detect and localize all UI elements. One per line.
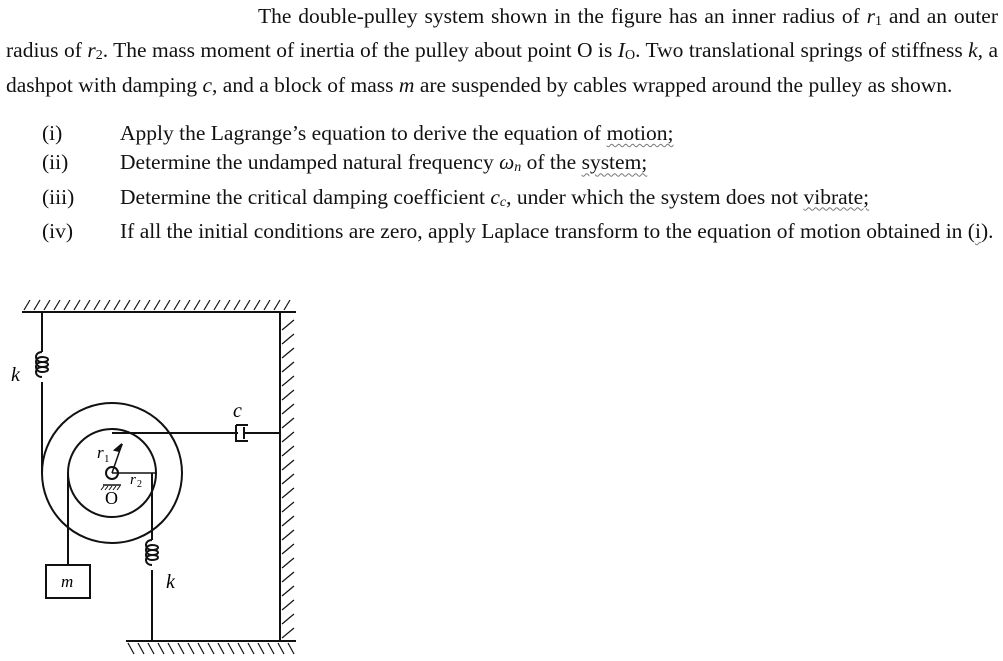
- symbol-r1-sub: 1: [874, 14, 882, 29]
- left-spring: [36, 352, 48, 377]
- symbol-m: m: [398, 72, 415, 97]
- intro-text-5: a dashpot with damping: [6, 38, 999, 97]
- task-number: (i): [42, 121, 63, 145]
- task-flagged-word: motion;: [606, 121, 674, 145]
- label-r1: r: [97, 443, 104, 462]
- pulley-system-figure: [0, 290, 320, 661]
- task-text-main: Apply the Lagrange’s equation to derive the equation of: [120, 121, 607, 145]
- symbol-io-sub: O: [624, 48, 636, 64]
- task-list: [42, 119, 998, 246]
- task-text-main: Determine the critical damping coefficient: [120, 184, 491, 209]
- problem-statement: [6, 2, 998, 100]
- task-number: (iii): [42, 184, 75, 209]
- task-text: [120, 148, 998, 182]
- label-k-right: k: [166, 571, 175, 593]
- right-spring: [146, 540, 158, 565]
- task-item-3: [42, 183, 998, 217]
- intro-text-1: The double-pulley system shown in the figure has an inner radius of: [258, 4, 867, 28]
- symbol-r2: r: [87, 38, 96, 63]
- task-text-main: If all the initial conditions are zero, apply Laplace transform to the equation of motion obtained in (: [120, 218, 975, 243]
- task-flagged-word: i: [974, 218, 981, 243]
- r1-arrowhead: [115, 444, 122, 451]
- intro-text-4: . Two translational springs of stiffness: [635, 38, 969, 63]
- symbol-omega-sub: n: [514, 160, 522, 176]
- task-item-2: [42, 148, 998, 182]
- task-text-tail: of the: [521, 150, 582, 175]
- task-flagged-word: vibrate;: [803, 184, 870, 209]
- symbol-cc: c: [490, 184, 500, 209]
- symbol-io: I: [617, 38, 625, 63]
- label-c: c: [233, 400, 242, 422]
- task-text: [120, 119, 998, 148]
- label-k-left: k: [11, 364, 20, 386]
- symbol-r1: r: [866, 4, 875, 28]
- floor-hatch: [128, 643, 294, 654]
- label-r1-sub: 1: [104, 453, 110, 465]
- symbol-k: k,: [968, 38, 984, 63]
- symbol-omega: ω: [499, 150, 515, 175]
- task-flagged-word: system;: [581, 150, 648, 175]
- task-number: (iv): [42, 218, 74, 243]
- label-o: O: [105, 488, 118, 508]
- intro-text-3: . The mass moment of inertia of the pulley about point O is: [102, 38, 618, 63]
- symbol-c: c: [202, 72, 213, 97]
- task-item-1: [42, 119, 998, 148]
- ceiling-hatch: [24, 300, 290, 310]
- task-text-main: Determine the undamped natural frequency: [120, 150, 500, 175]
- intro-text-6: , and a block of mass: [212, 72, 399, 97]
- symbol-r2-sub: 2: [95, 48, 103, 64]
- task-number: (ii): [42, 150, 69, 175]
- label-m: m: [61, 572, 74, 591]
- symbol-cc-sub: c: [499, 194, 507, 210]
- task-item-4: [42, 217, 998, 246]
- intro-text-7: are suspended by cables wrapped around the pulley as shown.: [414, 72, 953, 97]
- task-text-tail: ).: [980, 218, 994, 243]
- label-r2-sub: 2: [137, 479, 142, 490]
- label-r2: r: [130, 472, 136, 488]
- task-text: [120, 217, 998, 246]
- intro-text-2: and an outer radius of: [6, 4, 998, 63]
- task-text-tail: , under which the system does not: [506, 184, 804, 209]
- task-text: [120, 183, 998, 217]
- wall-hatch: [282, 320, 294, 638]
